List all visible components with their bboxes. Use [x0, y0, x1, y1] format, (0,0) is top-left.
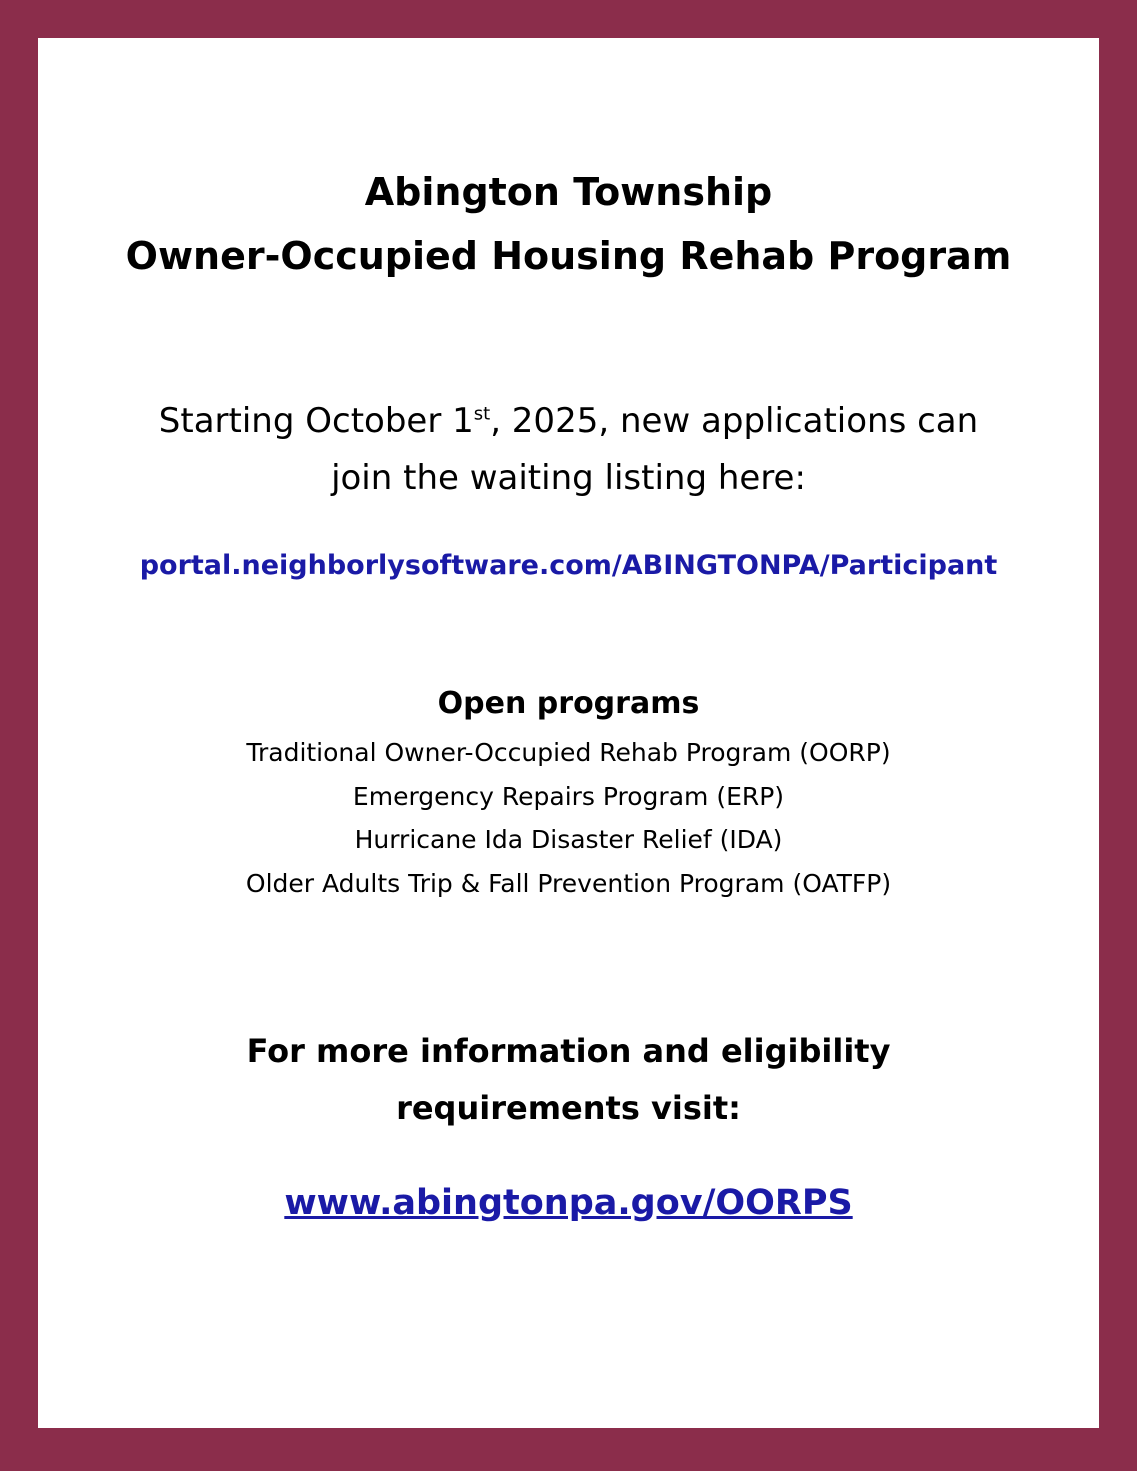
- title-line-2: Owner-Occupied Housing Rehab Program: [125, 234, 1012, 278]
- title-line-1: Abington Township: [364, 170, 773, 214]
- website-link[interactable]: www.abingtonpa.gov/OORPS: [284, 1183, 853, 1223]
- intro-date-text: Starting October 1: [158, 401, 474, 441]
- page-title: [38, 160, 1099, 288]
- intro-line-1: [159, 401, 978, 441]
- info-line-1: For more information and eligibility: [246, 1032, 891, 1070]
- program-item-oatfp: Older Adults Trip & Fall Prevention Program (OATFP): [245, 868, 892, 898]
- info-line-2: requirements visit:: [396, 1089, 741, 1127]
- intro-text: [38, 393, 1099, 507]
- programs-heading: Open programs: [437, 686, 700, 721]
- program-item-ida: Hurricane Ida Disaster Relief (IDA): [354, 825, 783, 854]
- program-item-erp: Emergency Repairs Program (ERP): [352, 781, 785, 811]
- flyer-card: [38, 38, 1099, 1428]
- intro-date-superscript: st: [473, 403, 491, 425]
- intro-line-2: join the waiting listing here:: [331, 458, 806, 498]
- info-heading: [38, 1023, 1099, 1137]
- program-item-oorp: Traditional Owner-Occupied Rehab Program (OORP): [246, 738, 891, 767]
- portal-link[interactable]: portal.neighborlysoftware.com/ABINGTONPA/Participant: [139, 550, 998, 581]
- programs-list: [38, 731, 1099, 905]
- intro-line-1-rest: , 2025, new applications can: [490, 401, 979, 441]
